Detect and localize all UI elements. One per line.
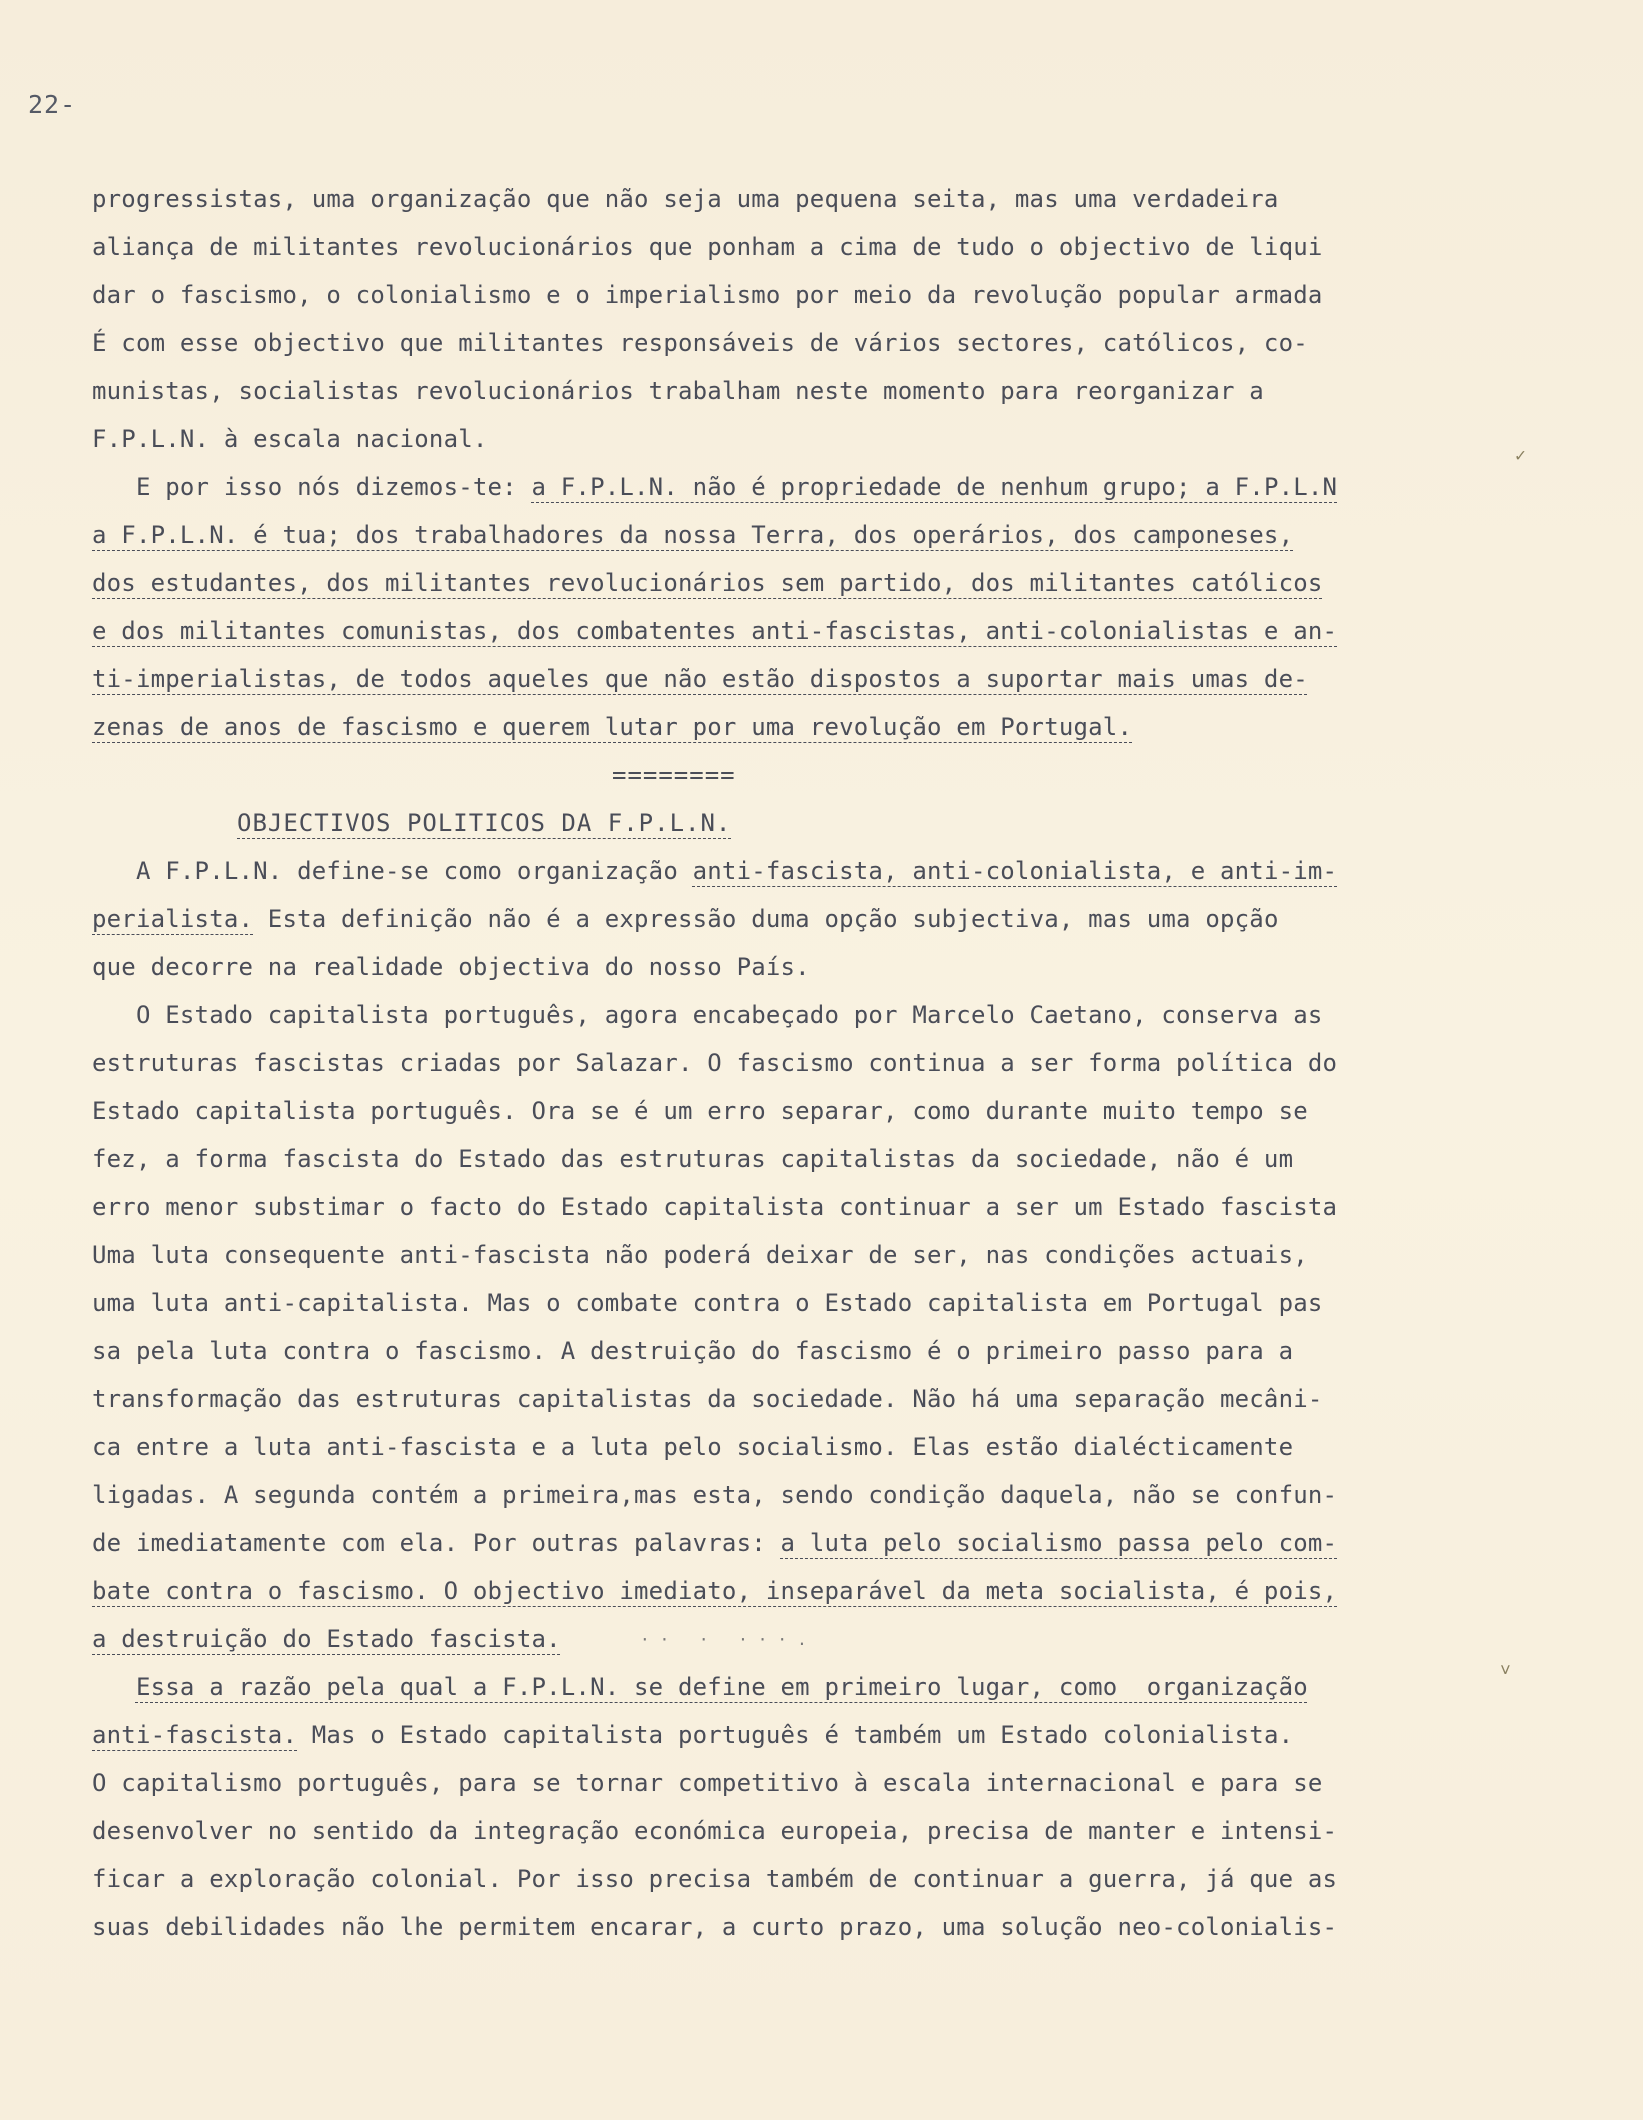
text-line — [92, 991, 1442, 1039]
text-segment: ligadas. A segunda contém a primeira,mas esta, sendo condição daquela, não se confun- — [92, 1481, 1338, 1509]
underlined-text-segment: a luta pelo socialismo passa pelo com- — [780, 1529, 1338, 1557]
underlined-text-segment: dos estudantes, dos militantes revolucionários sem partido, dos militantes católicos — [92, 569, 1323, 597]
text-segment: fez, a forma fascista do Estado das estruturas capitalistas da sociedade, não é um — [92, 1145, 1294, 1173]
text-line — [92, 415, 1442, 463]
text-segment: uma luta anti-capitalista. Mas o combate contra o Estado capitalista em Portugal pas — [92, 1289, 1323, 1317]
text-segment: de imediatamente com ela. Por outras palavras: — [92, 1529, 781, 1557]
underlined-text-segment: perialista. — [92, 905, 254, 933]
ink-specks: ·· · ···. — [640, 1630, 817, 1649]
text-segment: aliança de militantes revolucionários que ponham a cima de tudo o objectivo de liqui — [92, 233, 1323, 261]
text-segment: estruturas fascistas criadas por Salazar. O fascismo continua a ser forma política do — [92, 1049, 1338, 1077]
underlined-text-segment: anti-fascista. — [92, 1721, 298, 1749]
margin-mark: ✓ — [1515, 445, 1526, 466]
text-line — [92, 175, 1442, 223]
underlined-text-segment: a F.P.L.N. é tua; dos trabalhadores da nossa Terra, dos operários, dos camponeses, — [92, 521, 1294, 549]
text-line — [92, 1759, 1442, 1807]
underlined-text-segment: e dos militantes comunistas, dos combatentes anti-fascistas, anti-colonialistas e an- — [92, 617, 1338, 645]
text-line — [92, 1423, 1442, 1471]
text-line — [92, 1519, 1442, 1567]
text-line — [92, 1711, 1442, 1759]
text-segment: Esta definição não é a expressão duma opção subjectiva, mas uma opção — [253, 905, 1279, 933]
text-line — [92, 703, 1442, 751]
text-line — [92, 1279, 1442, 1327]
text-segment: erro menor substimar o facto do Estado capitalista continuar a ser um Estado fascista — [92, 1193, 1338, 1221]
text-line — [92, 1135, 1442, 1183]
text-line — [92, 319, 1442, 367]
separator: ======== — [612, 761, 736, 789]
text-segment: transformação das estruturas capitalistas da sociedade. Não há uma separação mecâni- — [92, 1385, 1323, 1413]
text-line — [92, 655, 1442, 703]
text-line — [92, 1903, 1442, 1951]
text-segment: progressistas, uma organização que não seja uma pequena seita, mas uma verdadeira — [92, 185, 1279, 213]
text-line — [92, 223, 1442, 271]
underlined-text-segment: zenas de anos de fascismo e querem lutar por uma revolução em Portugal. — [92, 713, 1133, 741]
text-segment: E por isso nós dizemos-te: — [92, 473, 532, 501]
section-paragraphs — [92, 847, 1442, 1951]
text-line — [92, 1855, 1442, 1903]
underlined-text-segment: a destruição do Estado fascista. — [92, 1625, 561, 1653]
document-body — [92, 175, 1442, 1951]
text-line — [92, 1471, 1442, 1519]
text-segment: Estado capitalista português. Ora se é um erro separar, como durante muito tempo se — [92, 1097, 1308, 1125]
section-heading: OBJECTIVOS POLITICOS DA F.P.L.N. — [237, 809, 732, 837]
text-segment: ficar a exploração colonial. Por isso precisa também de continuar a guerra, já que as — [92, 1865, 1338, 1893]
text-segment: A F.P.L.N. define-se como organização — [92, 857, 693, 885]
text-line — [92, 367, 1442, 415]
text-segment: Mas o Estado capitalista português é também um Estado colonialista. — [297, 1721, 1294, 1749]
text-line — [92, 1231, 1442, 1279]
text-segment: suas debilidades não lhe permitem encarar, a curto prazo, uma solução neo-colonialis- — [92, 1913, 1338, 1941]
text-line — [92, 847, 1442, 895]
text-line — [92, 1087, 1442, 1135]
text-line — [92, 1567, 1442, 1615]
text-segment: desenvolver no sentido da integração económica europeia, precisa de manter e intensi- — [92, 1817, 1338, 1845]
text-line — [92, 271, 1442, 319]
text-line — [92, 895, 1442, 943]
text-segment: ca entre a luta anti-fascista e a luta pelo socialismo. Elas estão dialécticamente — [92, 1433, 1294, 1461]
text-line — [92, 607, 1442, 655]
text-segment — [92, 1673, 136, 1701]
underlined-text-segment: a F.P.L.N. não é propriedade de nenhum grupo; a F.P.L.N — [531, 473, 1338, 501]
underlined-text-segment: anti-fascista, anti-colonialista, e anti-im- — [692, 857, 1338, 885]
text-segment: dar o fascismo, o colonialismo e o imperialismo por meio da revolução popular armada — [92, 281, 1323, 309]
text-line — [92, 463, 1442, 511]
text-line — [92, 1375, 1442, 1423]
intro-paragraphs — [92, 175, 1442, 751]
text-segment: munistas, socialistas revolucionários trabalham neste momento para reorganizar a — [92, 377, 1264, 405]
text-line — [92, 1663, 1442, 1711]
text-segment: sa pela luta contra o fascismo. A destruição do fascismo é o primeiro passo para a — [92, 1337, 1294, 1365]
text-segment: que decorre na realidade objectiva do nosso País. — [92, 953, 810, 981]
text-segment: F.P.L.N. à escala nacional. — [92, 425, 488, 453]
page-number: 22 - — [28, 90, 76, 119]
margin-mark: ˅ — [1500, 1660, 1511, 1681]
text-line — [92, 943, 1442, 991]
text-segment: O Estado capitalista português, agora encabeçado por Marcelo Caetano, conserva as — [92, 1001, 1323, 1029]
underlined-text-segment: ti-imperialistas, de todos aqueles que não estão dispostos a suportar mais umas de- — [92, 665, 1308, 693]
text-line — [92, 1327, 1442, 1375]
text-line — [92, 559, 1442, 607]
text-line — [92, 1807, 1442, 1855]
underlined-text-segment: bate contra o fascismo. O objectivo imediato, inseparável da meta socialista, é pois, — [92, 1577, 1338, 1605]
text-line — [92, 1039, 1442, 1087]
text-segment: Uma luta consequente anti-fascista não poderá deixar de ser, nas condições actuais, — [92, 1241, 1308, 1269]
underlined-text-segment: Essa a razão pela qual a F.P.L.N. se define em primeiro lugar, como organização — [135, 1673, 1308, 1701]
text-line — [92, 511, 1442, 559]
text-segment: O capitalismo português, para se tornar competitivo à escala internacional e para se — [92, 1769, 1323, 1797]
text-line — [92, 1183, 1442, 1231]
text-segment: É com esse objectivo que militantes responsáveis de vários sectores, católicos, co- — [92, 329, 1308, 357]
